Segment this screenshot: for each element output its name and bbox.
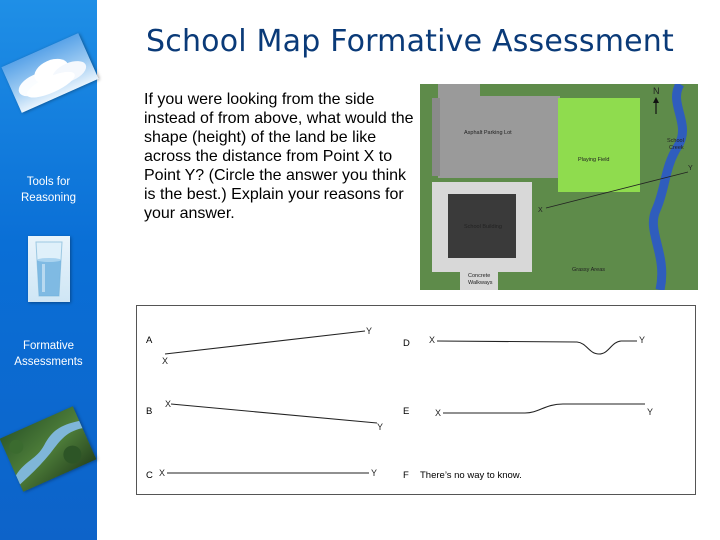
school-creek xyxy=(653,84,682,290)
answer-c[interactable] xyxy=(146,468,377,481)
playing-field xyxy=(558,98,640,192)
answer-d-y: Y xyxy=(639,335,646,345)
answer-b-letter: B xyxy=(146,406,153,417)
answer-c-letter: C xyxy=(146,470,153,481)
field-label: Playing Field xyxy=(578,157,610,163)
answer-e-y: Y xyxy=(647,407,654,417)
answer-b-x: X xyxy=(165,399,172,409)
creek-label-line1: School xyxy=(667,138,684,144)
answer-d-letter: D xyxy=(403,338,410,349)
answer-e-letter: E xyxy=(403,406,410,417)
answer-a-x: X xyxy=(162,356,169,366)
answer-a[interactable] xyxy=(146,326,372,366)
answer-a-y: Y xyxy=(366,326,373,336)
answer-c-y: Y xyxy=(371,468,378,478)
answer-b[interactable] xyxy=(146,399,383,432)
grassy-label: Grassy Areas xyxy=(572,267,606,273)
question-text: If you were looking from the side instead of from above, what would the shape (height) of the land be like across the distance from Point X to Point Y? (Circle the answer you think is the best.) Explain your reasons for your answer. xyxy=(144,91,414,222)
creek-label-line2: Creek xyxy=(669,145,684,151)
building-label: School Building xyxy=(464,224,502,230)
answer-f-letter: F xyxy=(403,470,409,481)
school-map xyxy=(420,84,698,290)
answer-c-x: X xyxy=(159,468,166,478)
water-glass-image xyxy=(28,236,70,302)
formative-label-line2: Assessments xyxy=(14,356,83,368)
parking-lot-main xyxy=(438,96,560,178)
tools-label-line1: Tools for xyxy=(26,176,71,188)
page-title: School Map Formative Assessment xyxy=(146,24,674,59)
answer-d-x: X xyxy=(429,335,436,345)
answer-e-x: X xyxy=(435,408,442,418)
answer-f-text: There’s no way to know. xyxy=(420,470,522,481)
parking-label: Asphalt Parking Lot xyxy=(464,130,512,136)
walkways-label-line2: Walkways xyxy=(468,280,493,286)
answer-b-y: Y xyxy=(377,422,384,432)
parking-lot xyxy=(438,84,480,98)
answer-a-letter: A xyxy=(146,335,153,346)
walkways-label-line1: Concrete xyxy=(468,273,491,279)
answer-d[interactable] xyxy=(403,335,645,354)
answer-e[interactable] xyxy=(403,404,653,418)
map-point-x: X xyxy=(538,207,543,214)
formative-label-line1: Formative xyxy=(22,340,75,352)
map-point-y: Y xyxy=(688,165,693,172)
tools-label-line2: Reasoning xyxy=(21,192,76,204)
north-label: N xyxy=(653,86,660,96)
answer-choices-box xyxy=(136,305,696,495)
answer-f[interactable] xyxy=(403,470,522,481)
